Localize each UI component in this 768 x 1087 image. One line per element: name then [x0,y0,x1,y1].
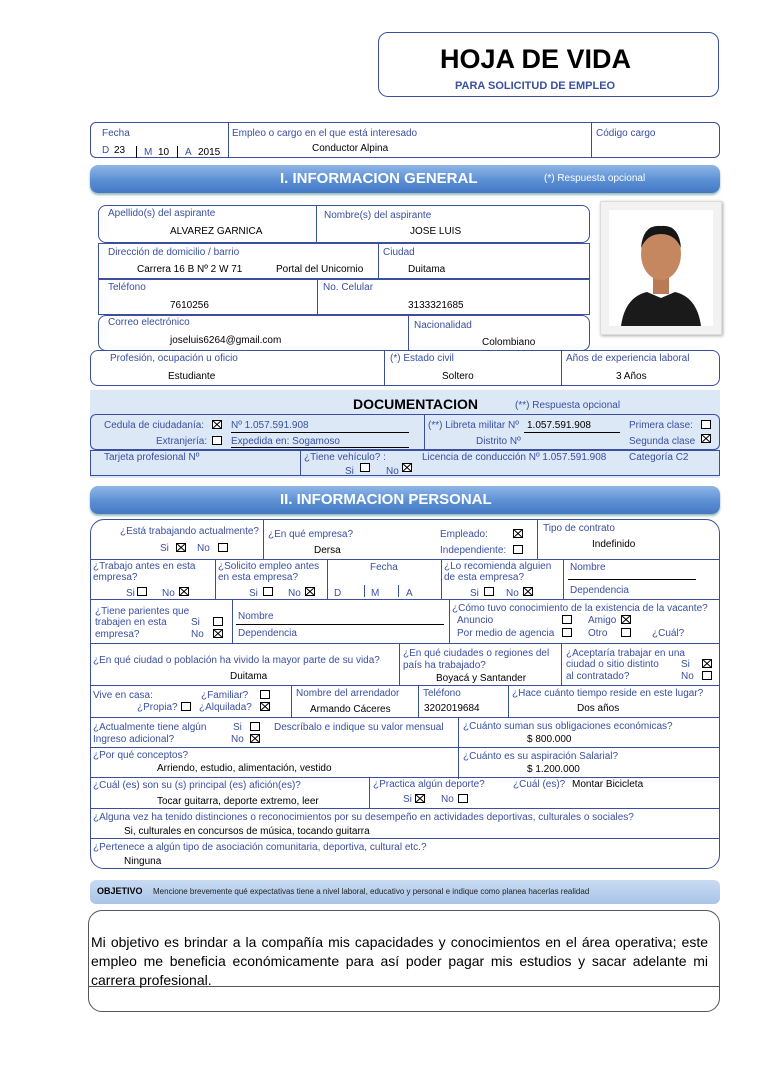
recomienda-dependencia-label: Dependencia [570,585,629,596]
direccion-label: Dirección de domicilio / barrio [108,247,240,258]
solicito-q1: ¿Solicito empleo antes [218,561,320,572]
nombres-label: Nombre(s) del aspirante [324,210,432,221]
deporte-no-checkbox[interactable] [458,794,468,803]
vehiculo-si-checkbox[interactable] [360,463,370,472]
propia-checkbox[interactable] [181,702,191,711]
celular-label: No. Celular [323,282,374,293]
tel-arrendador-value[interactable]: 3202019684 [424,703,480,714]
arrendador-value[interactable]: Armando Cáceres [310,704,391,715]
fecha-m-label: M [144,147,153,158]
fecha-a-label: A [185,147,192,158]
objetivo-label: OBJETIVO [97,886,143,896]
solicito-fecha-label: Fecha [370,562,398,573]
traslado-q3: al contratado? [566,671,630,682]
ingreso-no-label: No [231,734,244,745]
asociacion-q: ¿Pertenece a algún tipo de asociación comunitaria, deportiva, cultural etc.? [93,842,427,853]
trabajando-q: ¿Está trabajando actualmente? [120,526,259,537]
antes-q2: empresa? [93,572,138,583]
ciudad-value[interactable]: Duitama [408,264,446,275]
trabajando-si-checkbox[interactable] [176,543,186,552]
applicant-photo [600,201,722,335]
solicito-q2: en esta empresa? [218,572,299,583]
primera-clase-checkbox[interactable] [701,420,711,429]
recomienda-nombre-label: Nombre [570,562,606,573]
traslado-no-checkbox[interactable] [702,671,712,680]
section-general-band [90,165,720,193]
vehiculo-label: ¿Tiene vehículo? : [304,452,386,463]
parientes-q3: empresa? [95,629,140,640]
conocimiento-q: ¿Cómo tuvo conocimiento de la existencia de la vacante? [452,603,708,614]
section-personal-band [90,486,720,514]
solicito-a-label: A [406,588,413,599]
contrato-label: Tipo de contrato [543,523,615,534]
fecha-label: Fecha [102,128,130,139]
apellidos-value[interactable]: ALVAREZ GARNICA [170,226,263,237]
antes-no-label: No [162,588,175,599]
recomienda-no-checkbox[interactable] [523,587,533,596]
empleo-value[interactable]: Conductor Alpina [312,143,389,154]
otro-checkbox[interactable] [621,628,631,637]
distrito-label: Distrito Nº [476,436,521,447]
correo-value[interactable]: joseluis6264@gmail.com [170,335,282,346]
trabajando-no-label: No [197,543,210,554]
recomienda-si-checkbox[interactable] [484,587,494,596]
propia-label: ¿Propia? [137,702,178,713]
profesion-value[interactable]: Estudiante [168,371,216,382]
empresa-value[interactable]: Dersa [314,545,341,556]
direccion-value[interactable]: Carrera 16 B Nº 2 W 71 [137,264,243,275]
solicito-m-label: M [371,588,380,599]
objetivo-instruction: Mencione brevemente qué expectativas tiene a nivel laboral, educativo y personal e indique como planea hacerlas realidad [153,887,590,896]
segunda-clase-label: Segunda clase [629,436,696,447]
traslado-si-checkbox[interactable] [702,659,712,668]
familiar-label: ¿Familiar? [201,690,249,701]
deporte-cual-label: ¿Cuál (es)? [513,779,566,790]
expedida-value: Expedida en: Sogamoso [231,436,340,447]
profesion-label: Profesión, ocupación u oficio [110,353,238,364]
cedula-checkbox[interactable] [212,420,222,429]
empleado-label: Empleado: [440,529,488,540]
alquilada-checkbox[interactable] [260,702,270,711]
ingreso-q2: Ingreso adicional? [93,734,175,745]
parientes-dependencia-label: Dependencia [238,628,297,639]
solicito-d-label: D [334,588,342,599]
section-general-note: (*) Respuesta opcional [544,173,646,184]
estado-value[interactable]: Soltero [442,371,474,382]
solicito-si-checkbox[interactable] [263,587,273,596]
telefono-label: Teléfono [108,282,146,293]
parientes-q2: trabajen en esta [95,617,167,628]
empleado-checkbox[interactable] [513,529,523,538]
recomienda-q1: ¿Lo recomienda alguien [444,561,552,572]
segunda-clase-checkbox[interactable] [701,434,711,443]
trabajando-no-checkbox[interactable] [218,543,228,552]
vive-label: Vive en casa: [93,690,153,701]
familiar-checkbox[interactable] [260,690,270,699]
asociacion-value[interactable]: Ninguna [124,856,162,867]
reside-value[interactable]: Dos años [577,703,620,714]
nombres-value[interactable]: JOSE LUIS [410,226,462,237]
trabajando-si-label: Si [160,543,169,554]
ingreso-no-checkbox[interactable] [250,734,260,743]
ciudad-vivido-q: ¿En qué ciudad o población ha vivido la mayor parte de su vida? [93,655,380,666]
extranjeria-label: Extranjería: [156,436,208,447]
independiente-label: Independiente: [440,545,507,556]
aspiracion-value[interactable]: $ 1.200.000 [527,764,580,775]
antes-si-label: Si [126,588,135,599]
section-general-title: I. INFORMACION GENERAL [280,170,478,187]
regiones-q1: ¿En qué ciudades o regiones del [403,648,550,659]
tel-arrendador-label: Teléfono [423,688,461,699]
recomienda-no-label: No [506,588,519,599]
obligaciones-value[interactable]: $ 800.000 [527,734,572,745]
regiones-value[interactable]: Boyacá y Santander [436,673,527,684]
agencia-checkbox[interactable] [562,628,572,637]
amigo-checkbox[interactable] [621,615,631,624]
regiones-q2: país ha trabajado? [403,660,486,671]
correo-label: Correo electrónico [108,317,190,328]
contrato-value[interactable]: Indefinido [592,539,636,550]
recomienda-si-label: Si [470,588,479,599]
empleo-label: Empleo o cargo en el que está interesado [232,128,418,139]
antes-q1: ¿Trabajo antes en esta [93,561,196,572]
telefono-value[interactable]: 7610256 [170,300,209,311]
ciudad-vivido-value[interactable]: Duitama [230,671,268,682]
person-icon [601,202,721,334]
deporte-no-label: No [441,794,454,805]
antes-si-checkbox[interactable] [137,587,147,596]
alquilada-label: ¿Alquilada? [199,702,252,713]
solicito-no-checkbox[interactable] [305,587,315,596]
documentacion-note: (**) Respuesta opcional [515,400,621,411]
deporte-si-label: Si [403,794,412,805]
extranjeria-checkbox[interactable] [212,436,222,445]
deporte-q: ¿Practica algún deporte? [373,779,485,790]
section-personal-title: II. INFORMACION PERSONAL [280,491,492,508]
apellidos-label: Apellido(s) del aspirante [108,208,216,219]
ciudad-label: Ciudad [383,247,415,258]
documentacion-title: DOCUMENTACION [353,396,478,412]
solicito-no-label: No [288,588,301,599]
parientes-si-label: Si [191,617,200,628]
aspiracion-q: ¿Cuánto es su aspiración Salarial? [463,751,619,762]
arrendador-label: Nombre del arrendador [296,688,400,699]
recomienda-q2: de esta empresa? [444,572,525,583]
aficion-q: ¿Cuál (es) son su (s) principal (es) afición(es)? [93,780,301,791]
solicito-si-label: Si [249,588,258,599]
ingreso-si-checkbox[interactable] [250,722,260,731]
deporte-value[interactable]: Montar Bicicleta [572,779,644,790]
antes-no-checkbox[interactable] [179,587,189,596]
agencia-label: Por medio de agencia [457,628,555,639]
parientes-no-checkbox[interactable] [213,629,223,638]
reside-q: ¿Hace cuánto tiempo reside en este lugar? [512,688,704,699]
otro-label: Otro [588,628,608,639]
vehiculo-no-label: No [386,466,399,477]
licencia-label: Licencia de conducción Nº 1.057.591.908 [422,452,607,463]
parientes-nombre-label: Nombre [238,611,274,622]
objetivo-text[interactable]: Mi objetivo es brindar a la compañía mis capacidades y conocimientos en el área operativa; este empleo me beneficia económicamente para así poder pagar mis estudios y sacar adelante mi carrera profesional. [91,934,708,988]
parientes-no-label: No [191,629,204,640]
cual-label: ¿Cuál? [652,628,685,639]
fecha-m[interactable]: 10 [158,147,170,158]
cedula-value: Nº 1.057.591.908 [231,420,309,431]
cedula-label: Cedula de ciudadanía: [104,420,205,431]
obligaciones-q: ¿Cuánto suman sus obligaciones económicas? [463,721,673,732]
nacionalidad-value[interactable]: Colombiano [482,337,536,348]
traslado-si-label: Si [681,659,690,670]
vehiculo-no-checkbox[interactable] [402,463,412,472]
ingreso-q1: ¿Actualmente tiene algún [93,722,207,733]
tarjeta-label: Tarjeta profesional Nº [104,452,200,463]
deporte-si-checkbox[interactable] [415,794,425,803]
experiencia-value[interactable]: 3 Años [616,371,647,382]
barrio-value[interactable]: Portal del Unicornio [276,264,364,275]
ingreso-si-label: Si [233,722,242,733]
fecha-a[interactable]: 2015 [198,147,221,158]
distinciones-q: ¿Alguna vez ha tenido distinciones o reconocimientos por su desempeño en actividades deportivas, culturales o sociales? [93,812,634,823]
page-subtitle: PARA SOLICITUD DE EMPLEO [455,80,616,92]
estado-label: (*) Estado civil [390,353,454,364]
primera-clase-label: Primera clase: [629,420,693,431]
amigo-label: Amigo [588,615,617,626]
experiencia-label: Años de experiencia laboral [566,353,690,364]
conceptos-value[interactable]: Arriendo, estudio, alimentación, vestido [157,763,332,774]
anuncio-label: Anuncio [457,615,494,626]
traslado-no-label: No [681,671,694,682]
page-title: HOJA DE VIDA [440,44,632,74]
parientes-q1: ¿Tiene parientes que [95,606,190,617]
traslado-q2: ciudad o sitio distinto [566,659,659,670]
celular-value[interactable]: 3133321685 [408,300,464,311]
conceptos-q: ¿Por qué conceptos? [93,750,189,761]
distinciones-value[interactable]: Si, culturales en concursos de música, tocando guitarra [124,826,370,837]
codigo-label: Código cargo [596,128,656,139]
libreta-value[interactable]: 1.057.591.908 [527,420,591,431]
empresa-q: ¿En qué empresa? [268,529,354,540]
anuncio-checkbox[interactable] [562,615,572,624]
nacionalidad-label: Nacionalidad [414,320,472,331]
fecha-d[interactable]: 23 [114,145,126,156]
describalo-label: Descríbalo e indique su valor mensual [274,722,444,733]
categoria-label: Categoría C2 [629,452,689,463]
independiente-checkbox[interactable] [513,545,523,554]
traslado-q1: ¿Aceptaría trabajar en una [566,648,685,659]
vehiculo-si-label: Si [345,466,354,477]
fecha-d-label: D [102,145,110,156]
parientes-si-checkbox[interactable] [213,617,223,626]
aficion-value[interactable]: Tocar guitarra, deporte extremo, leer [157,796,319,807]
libreta-label: (**) Libreta militar Nº [428,420,519,431]
